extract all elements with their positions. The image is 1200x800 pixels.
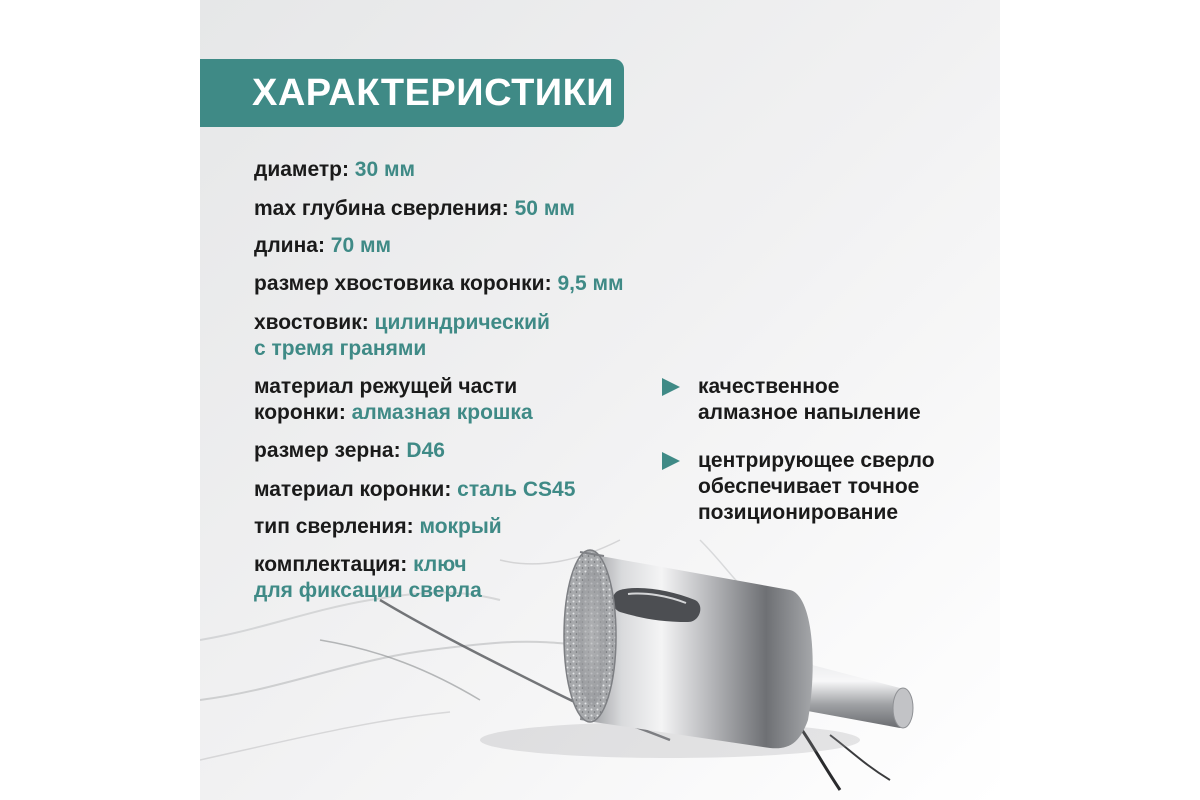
spec-value: 70 мм [330, 234, 392, 257]
spec-label-line2: коронки: [254, 401, 352, 424]
spec-value: цилиндрический [374, 311, 550, 334]
spec-label: длина: [254, 234, 331, 257]
product-card [200, 0, 1000, 800]
spec-label: max глубина сверления: [254, 197, 515, 220]
spec-value: 30 мм [354, 158, 416, 181]
spec-value: алмазная крошка [351, 401, 533, 424]
feature-line: центрирующее сверло [698, 449, 935, 472]
spec-value: 50 мм [514, 197, 575, 220]
spec-label: диаметр: [254, 158, 355, 181]
spec-value-line2: с тремя гранями [254, 337, 427, 360]
spec-label: материал коронки: [254, 478, 458, 501]
spec-label: размер хвостовика коронки: [254, 272, 558, 295]
spec-value-line2: для фиксации сверла [254, 579, 482, 602]
spec-value: мокрый [419, 515, 502, 538]
page-title: ХАРАКТЕРИСТИКИ [252, 72, 615, 114]
feature-line: обеспечивает точное [698, 475, 920, 498]
spec-label: размер зерна: [254, 439, 407, 462]
spec-label: комплектация: [254, 553, 414, 576]
feature-line: качественное [698, 375, 840, 398]
feature-line: алмазное напыление [698, 401, 921, 424]
spec-value: ключ [413, 553, 467, 576]
spec-label: хвостовик: [254, 311, 375, 334]
feature-line: позиционирование [698, 501, 899, 524]
diamond-drill-bit-image [200, 0, 1000, 800]
spec-value: сталь CS45 [457, 478, 576, 501]
spec-value: 9,5 мм [557, 272, 624, 295]
spec-value: D46 [406, 439, 445, 462]
spec-label: тип сверления: [254, 515, 420, 538]
spec-label: материал режущей части [254, 375, 518, 398]
